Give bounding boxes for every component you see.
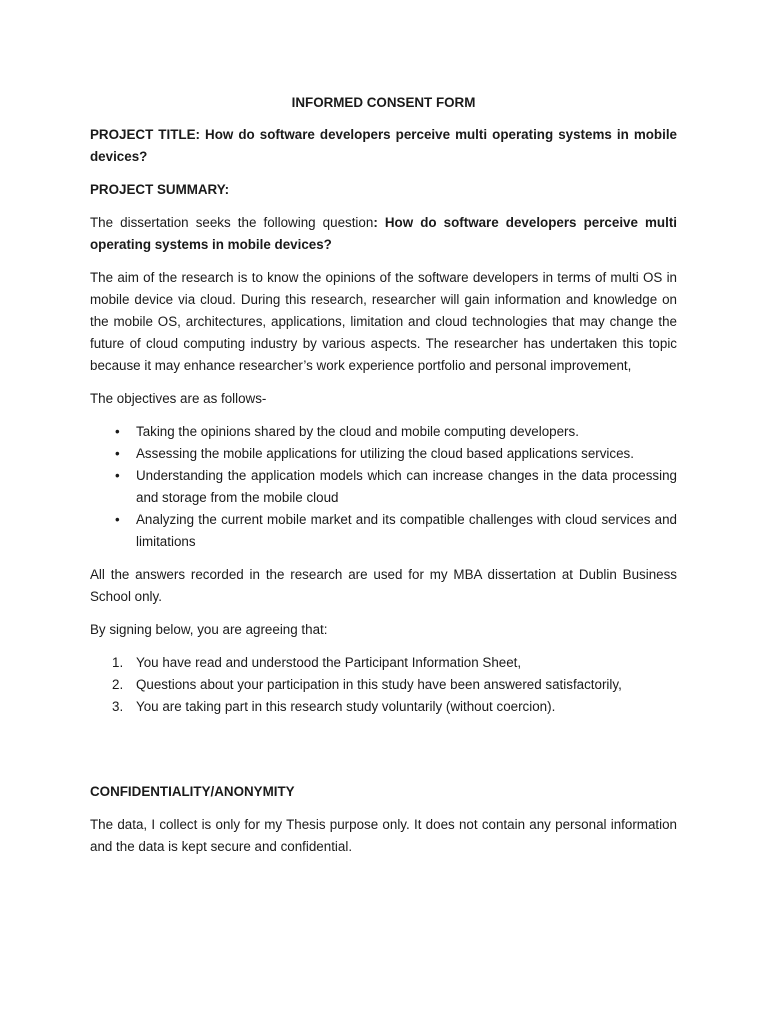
objectives-intro: The objectives are as follows- — [90, 391, 267, 406]
summary-question: : How do software developers perceive multi operating systems in mobile devices? — [90, 215, 678, 252]
confidentiality-heading: CONFIDENTIALITY/ANONYMITY — [90, 784, 295, 799]
agreement-number: 3. — [112, 699, 124, 714]
confidentiality-text: The data, I collect is only for my Thesis purpose only. It does not contain any personal information and the data is kept secure and confidential. — [90, 817, 677, 854]
form-title: INFORMED CONSENT FORM — [291, 95, 476, 110]
project-title-label: PROJECT TITLE: — [90, 127, 206, 142]
agreement-text: Questions about your participation in this study have been answered satisfactorily, — [136, 677, 622, 692]
bullet-icon: • — [115, 512, 120, 527]
agreement-text: You have read and understood the Participant Information Sheet, — [136, 655, 522, 670]
project-summary-label: PROJECT SUMMARY: — [90, 182, 230, 197]
agreement-text: You are taking part in this research study voluntarily (without coercion). — [136, 699, 556, 714]
aim-paragraph: The aim of the research is to know the opinions of the software developers in terms of multi OS in mobile device via cloud. During this research, researcher will gain information and knowledge on the mobile OS, architectures, applications, limitation and cloud technologies that may change the future of cloud computing industry by various aspects. The researcher has undertaken this topic because it may enhance researcher’s work experience portfolio and personal improvement, — [90, 270, 677, 373]
agreement-item — [112, 652, 677, 674]
objective-item — [115, 421, 677, 443]
agreement-item — [112, 674, 677, 696]
agreement-item — [112, 696, 677, 718]
bullet-icon: • — [115, 446, 120, 461]
objective-text: Assessing the mobile applications for utilizing the cloud based applications services. — [136, 446, 634, 461]
objective-text: Taking the opinions shared by the cloud and mobile computing developers. — [136, 424, 579, 439]
consent-form-page — [90, 92, 677, 869]
agreements-list — [90, 652, 677, 718]
objective-text: Understanding the application models which can increase changes in the data processing and storage from the mobile cloud — [136, 468, 677, 505]
bullet-icon: • — [115, 424, 120, 439]
project-title-text: How do software developers perceive multi operating systems in mobile devices? — [90, 127, 677, 164]
agreeing-intro: By signing below, you are agreeing that: — [90, 622, 328, 637]
objective-text: Analyzing the current mobile market and its compatible challenges with cloud services and limitations — [136, 512, 677, 549]
agreement-number: 1. — [112, 655, 124, 670]
section-spacer — [90, 729, 677, 781]
bullet-icon: • — [115, 468, 120, 483]
objective-item — [115, 443, 677, 465]
objectives-list — [90, 421, 677, 553]
objective-item — [115, 509, 677, 553]
summary-question-paragraph — [90, 212, 677, 256]
summary-intro: The dissertation seeks the following question — [90, 215, 374, 230]
answers-paragraph: All the answers recorded in the research are used for my MBA dissertation at Dublin Business School only. — [90, 567, 677, 604]
objective-item — [115, 465, 677, 509]
project-title — [90, 124, 677, 168]
agreement-number: 2. — [112, 677, 124, 692]
